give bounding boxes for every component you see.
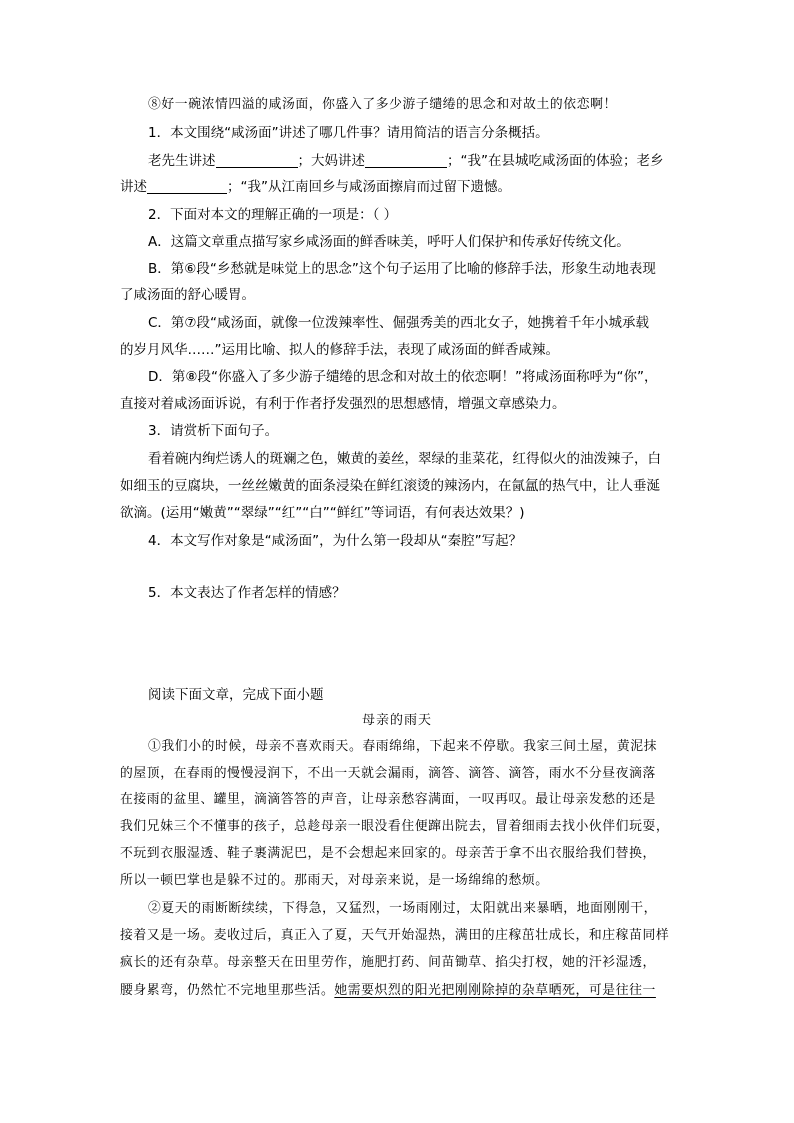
question-5: 5．本文表达了作者怎样的情感？	[148, 585, 346, 601]
q2-option-b-line-2: 了咸汤面的舒心暖胃。	[120, 287, 255, 303]
paragraph-8: ⑧好一碗浓情四溢的咸汤面，你盛入了多少游子缱绻的思念和对故土的依恋啊！	[148, 97, 617, 112]
reading-instruction: 阅读下面文章，完成下面小题	[148, 687, 324, 703]
article-p1-line-6: 所以一顿巴掌也是躲不过的。那雨天，对母亲来说，是一场绵绵的愁烦。	[120, 873, 549, 888]
article-p2-line-3: 疯长的还有杂草。母亲整天在田里劳作，施肥打药、间苗锄草、掐尖打杈，她的汗衫湿透，	[120, 955, 656, 970]
q3-text-line-3: 欲滴。(运用“嫩黄”“翠绿”“红”“白”“鲜红”等词语，有何表达效果？)	[120, 505, 525, 521]
q1-fill-c: ；“我”在县城吃咸汤面的体验；老乡	[447, 153, 664, 169]
q3-text-line-1: 看着碗内绚烂诱人的斑斓之色，嫩黄的姜丝，翠绿的韭菜花，红得似火的油泼辣子，白	[148, 451, 661, 467]
article-p1-line-2: 的屋顶，在春雨的慢慢浸润下，不出一天就会漏雨，滴答、滴答、滴答，雨水不分昼夜滴落	[120, 766, 656, 781]
q2-option-a: A．这篇文章重点描写家乡咸汤面的鲜香味美，呼吁人们保护和传承好传统文化。	[148, 234, 630, 250]
article-p1-line-4: 我们兄妹三个不懂事的孩子，总趁母亲一眼没看住便蹿出院去，冒着细雨去找小伙伴们玩耍，	[120, 819, 670, 834]
question-3: 3．请赏析下面句子。	[148, 423, 279, 439]
q3-text-line-2: 如细玉的豆腐块，一丝丝嫩黄的面条浸染在鲜红滚烫的辣汤内，在氤氲的热气中，让人垂涎	[120, 478, 660, 494]
article-p2-line-4	[120, 981, 656, 1001]
article-p2-line-4-plain: 腰身累弯，仍然忙不完地里那些活。	[120, 983, 335, 998]
q1-fill-b: ；大妈讲述	[297, 153, 365, 169]
article-p2-line-2: 接着又是一场。麦收过后，真正入了夏，天气开始湿热，满田的庄稼茁壮成长，和庄稼苗同样	[120, 928, 670, 943]
q1-fill-e: ；“我”从江南回乡与咸汤面擦肩而过留下遗憾。	[227, 179, 511, 195]
article-p1-line-1: ①我们小的时候，母亲不喜欢雨天。春雨绵绵，下起来不停歇。我家三间土屋，黄泥抹	[148, 739, 658, 754]
q2-option-c-line-2: 的岁月风华……”运用比喻、拟人的修辞手法，表现了咸汤面的鲜香咸辣。	[120, 342, 559, 358]
question-1-fill-line-2	[120, 177, 511, 197]
q2-option-d-line-1: D．第⑧段“你盛入了多少游子缱绻的思念和对故土的依恋啊！”将咸汤面称呼为“你”，	[148, 369, 658, 385]
answer-blank[interactable]	[216, 153, 298, 168]
q2-option-b-line-1: B．第⑥段“乡愁就是味觉上的思念”这个句子运用了比喻的修辞手法，形象生动地表现	[148, 261, 656, 277]
underlined-sentence: 她需要炽烈的阳光把刚刚除掉的杂草晒死，可是往往一	[334, 983, 656, 998]
question-2: 2．下面对本文的理解正确的一项是：（ ）	[148, 207, 398, 223]
question-1: 1．本文围绕“咸汤面”讲述了哪几件事？请用简洁的语言分条概括。	[148, 125, 549, 141]
q2-option-d-line-2: 直接对着咸汤面诉说，有利于作者抒发强烈的思想感情，增强文章感染力。	[120, 396, 566, 412]
article-p2-line-1: ②夏天的雨断断续续，下得急，又猛烈，一场雨刚过，太阳就出来暴晒，地面刚刚干，	[148, 901, 658, 916]
article-title: 母亲的雨天	[361, 713, 432, 728]
question-4: 4．本文写作对象是“咸汤面”，为什么第一段却从“秦腔”写起？	[148, 533, 523, 549]
answer-blank[interactable]	[147, 179, 227, 194]
question-1-fill-line-1	[148, 151, 664, 171]
q1-fill-a: 老先生讲述	[148, 153, 216, 169]
answer-blank[interactable]	[365, 153, 447, 168]
q2-option-c-line-1: C．第⑦段“咸汤面，就像一位泼辣率性、倔强秀美的西北女子，她携着千年小城承载	[148, 315, 650, 331]
q1-fill-d: 讲述	[120, 179, 147, 195]
article-p1-line-3: 在接雨的盆里、罐里，滴滴答答的声音，让母亲愁容满面，一叹再叹。最让母亲发愁的还是	[120, 792, 656, 807]
article-p1-line-5: 不玩到衣服湿透、鞋子裹满泥巴，是不会想起来回家的。母亲苦于拿不出衣服给我们替换，	[120, 846, 656, 861]
